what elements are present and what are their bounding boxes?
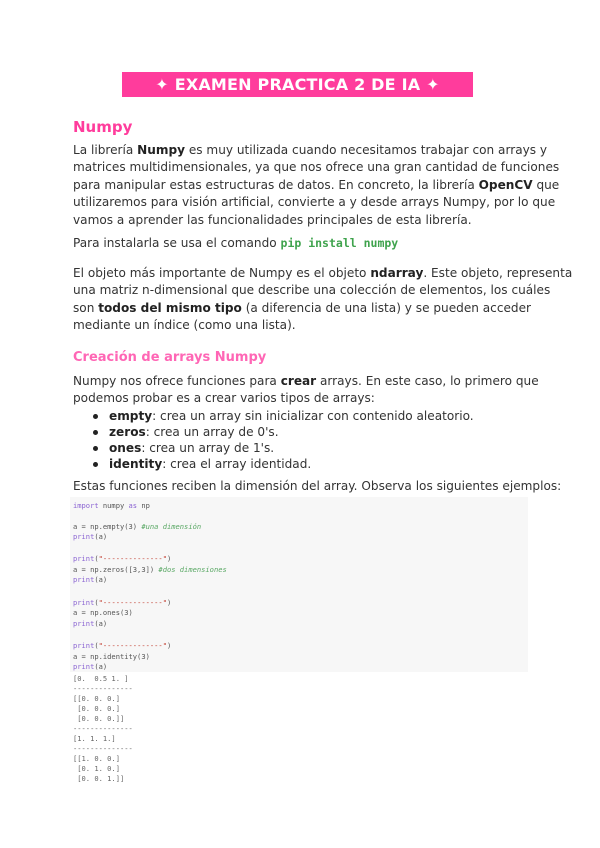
output-line: [[1. 0. 0.] [73, 754, 120, 763]
list-item: identity : crea el array identidad. [73, 456, 474, 472]
document-title: EXAMEN PRACTICA 2 DE IA [174, 75, 421, 94]
code-line: print(a) [73, 619, 108, 628]
code-line: a = np.empty(3) #una dimensión [73, 522, 202, 531]
paragraph-creacion-intro: Numpy nos ofrece funciones para crear arrays. En este caso, lo primero que podemos probar es a crear varios tipos de arrays: [73, 374, 539, 406]
list-item: zeros : crea un array de 0's. [73, 424, 474, 440]
paragraph-install: Para instalarla se usa el comando pip install numpy [73, 236, 399, 250]
code-line: a = np.ones(3) [73, 608, 133, 617]
output-line: [1. 1. 1.] [73, 734, 116, 743]
output-line: -------------- [73, 684, 133, 693]
output-line: [0. 0. 0.] [73, 704, 120, 713]
code-line: print("--------------") [73, 598, 172, 607]
code-line: print("--------------") [73, 641, 172, 650]
code-line: a = np.identity(3) [73, 652, 150, 661]
bullet-icon [93, 446, 98, 451]
output-line: -------------- [73, 724, 133, 733]
code-line: print(a) [73, 662, 108, 671]
paragraph-ndarray: El objeto más importante de Numpy es el objeto ndarray. Este objeto, representa una matriz n-dimensional que describe una colección de elementos, los cuáles son todos del mismo tipo (a diferencia de una lista) y se pueden acceder mediante un índice (como una lista). [73, 266, 573, 333]
heading-creacion-arrays: Creación de arrays Numpy [73, 350, 267, 365]
output-line: -------------- [73, 744, 133, 753]
code-line: print(a) [73, 532, 108, 541]
heading-numpy: Numpy [73, 118, 133, 136]
install-command: pip install numpy [280, 236, 399, 250]
code-line: print("--------------") [73, 554, 172, 563]
star-right-icon: ✦ [426, 75, 440, 94]
bullet-icon [93, 414, 98, 419]
bullet-icon [93, 462, 98, 467]
paragraph-examples: Estas funciones reciben la dimensión del array. Observa los siguientes ejemplos: [73, 479, 562, 493]
code-line: print(a) [73, 575, 108, 584]
function-list [73, 408, 474, 472]
output-line: [0. 0.5 1. ] [73, 674, 129, 683]
paragraph-numpy-intro: La librería Numpy es muy utilizada cuando necesitamos trabajar con arrays y matrices multidimensionales, ya que nos ofrece una gran cantidad de funciones para manipular estas estructuras de datos. En concreto, la librería OpenCV que utilizaremos para visión artificial, convierte a y desde arrays Numpy, por lo que vamos a aprender las funcionalidades principales de esta librería. [73, 143, 560, 227]
output-line: [0. 0. 0.]] [73, 714, 125, 723]
code-line: a = np.zeros([3,3]) #dos dimensiones [73, 565, 227, 574]
list-item: empty : crea un array sin inicializar con contenido aleatorio. [73, 408, 474, 424]
output-line: [0. 1. 0.] [73, 764, 120, 773]
output-line: [0. 0. 1.]] [73, 774, 125, 783]
list-item: ones : crea un array de 1's. [73, 440, 474, 456]
code-line: import numpy as np [73, 501, 150, 510]
title-banner [122, 72, 473, 97]
bullet-icon [93, 430, 98, 435]
star-left-icon: ✦ [155, 75, 169, 94]
output-line: [[0. 0. 0.] [73, 694, 120, 703]
